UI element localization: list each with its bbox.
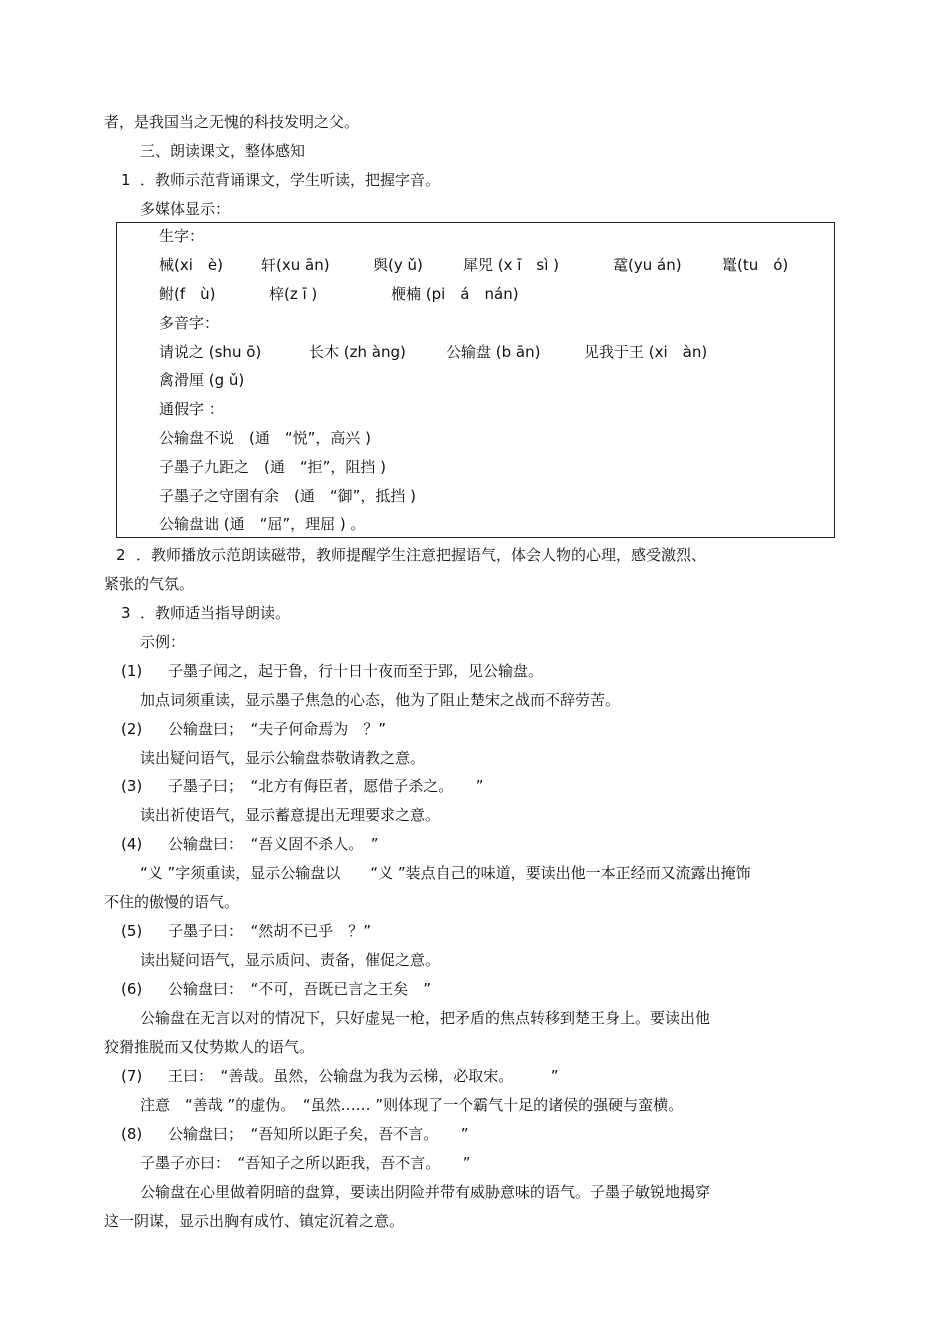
item-note: 读出祈使语气，显示蓄意提出无理要求之意。 xyxy=(140,806,441,824)
item-note: “义 ”字须重读，显示公输盘以 “义 ”装点自己的味道，要读出他一本正经而又流露出掩饰 xyxy=(140,864,751,882)
tongjia-label: 通假字 ： xyxy=(159,400,224,418)
duoyin-label: 多音字： xyxy=(159,314,220,332)
intro-line: 者，是我国当之无愧的科技发明之父。 xyxy=(104,113,360,131)
shengzi-item: 楩楠 (pi á nán) xyxy=(391,285,519,303)
tongjia-item: 子墨子之守圉有余 (通 “御”，抵挡 ) xyxy=(159,487,417,505)
tongjia-item: 公输盘诎 (通 “屈”，理屈 ) 。 xyxy=(159,515,366,533)
tongjia-item: 子墨子九距之 (通 “拒”，阻挡 ) xyxy=(159,458,387,476)
item-number: (8) xyxy=(121,1125,143,1143)
step2-number: 2 xyxy=(116,546,126,564)
item-number: (6) xyxy=(121,980,143,998)
step2-continuation: 紧张的气氛。 xyxy=(104,575,195,593)
shengzi-item: 械(xi è) xyxy=(159,256,223,274)
item-quote: 公输盘曰； “夫子何命焉为 ？” xyxy=(168,720,387,738)
item-note-continuation: 狡猾推脱而又仗势欺人的语气。 xyxy=(104,1038,315,1056)
step3-text: ．教师适当指导朗读。 xyxy=(140,604,291,622)
tongjia-item: 公输盘不说 (通 “悦”，高兴 ) xyxy=(159,429,372,447)
shengzi-item: 轩(xu ān) xyxy=(261,256,330,274)
item-note: 公输盘在无言以对的情况下，只好虚晃一枪，把矛盾的焦点转移到楚王身上。要读出他 xyxy=(140,1009,711,1027)
item-quote: 子墨子闻之，起于鲁，行十日十夜而至于郢，见公输盘。 xyxy=(168,662,544,680)
shengzi-item: 鼋(yu án) xyxy=(613,256,682,274)
duoyin-item: 请说之 (shu ō) xyxy=(159,343,262,361)
item-quote: 子墨子曰： “然胡不已乎 ？” xyxy=(168,922,372,940)
item-number: (1) xyxy=(121,662,143,680)
item-note-continuation: 这一阴谋，显示出胸有成竹、镇定沉着之意。 xyxy=(104,1212,405,1230)
item-note: 加点词须重读，显示墨子焦急的心态，他为了阻止楚宋之战而不辞劳苦。 xyxy=(140,691,621,709)
step3-number: 3 xyxy=(121,604,131,622)
step1-text: ．教师示范背诵课文，学生听读，把握字音。 xyxy=(140,171,441,189)
section3-title: 三、朗读课文，整体感知 xyxy=(140,142,306,160)
item-number: (7) xyxy=(121,1067,143,1085)
shengzi-item: 鲋(f ù) xyxy=(159,285,216,303)
shengzi-item: 鼍(tu ó) xyxy=(722,256,789,274)
item-number: (5) xyxy=(121,922,143,940)
item-note-continuation: 不住的傲慢的语气。 xyxy=(104,893,240,911)
item-note: 读出疑问语气，显示公输盘恭敬请教之意。 xyxy=(140,749,426,767)
item-number: (3) xyxy=(121,777,143,795)
item-quote: 王曰： “善哉。虽然，公输盘为我为云梯，必取宋。 ” xyxy=(168,1067,559,1085)
shengzi-item: 梓(z ī ) xyxy=(269,285,318,303)
step2-text: ．教师播放示范朗读磁带，教师提醒学生注意把握语气，体会人物的心理，感受激烈、 xyxy=(136,546,707,564)
item-note: 注意 “善哉 ”的虚伪。 “虽然…… ”则体现了一个霸气十足的诸侯的强硬与蛮横。 xyxy=(140,1096,684,1114)
step1-number: 1 xyxy=(121,171,131,189)
item-number: (4) xyxy=(121,835,143,853)
shengzi-item: 舆(y ǔ) xyxy=(373,256,423,274)
item-quote: 公输盘曰： “吾义固不杀人。 ” xyxy=(168,835,379,853)
duoyin-item: 公输盘 (b ān) xyxy=(446,343,541,361)
duoyin-item: 禽滑厘 (g ǔ) xyxy=(159,371,245,389)
item-quote: 公输盘曰； “吾知所以距子矣，吾不言。 ” xyxy=(168,1125,469,1143)
item-quote: 子墨子曰； “北方有侮臣者，愿借子杀之。 ” xyxy=(168,777,484,795)
item-note: 公输盘在心里做着阴暗的盘算，要读出阴险并带有威胁意味的语气。子墨子敏锐地揭穿 xyxy=(140,1183,711,1201)
shengzi-item: 犀兕 (x ī sì ) xyxy=(463,256,560,274)
multimedia-box xyxy=(116,222,835,538)
duoyin-item: 长木 (zh àng) xyxy=(309,343,406,361)
item-note: 读出疑问语气，显示质问、责备，催促之意。 xyxy=(140,951,441,969)
duoyin-item: 见我于王 (xi àn) xyxy=(584,343,708,361)
example-label: 示例： xyxy=(140,633,186,651)
shengzi-label: 生字： xyxy=(159,227,205,245)
item-quote: 公输盘曰： “不可，吾既已言之王矣 ” xyxy=(168,980,432,998)
multimedia-label: 多媒体显示： xyxy=(140,200,231,218)
item-number: (2) xyxy=(121,720,143,738)
item-quote-2: 子墨子亦曰： “吾知子之所以距我，吾不言。 ” xyxy=(140,1154,471,1172)
